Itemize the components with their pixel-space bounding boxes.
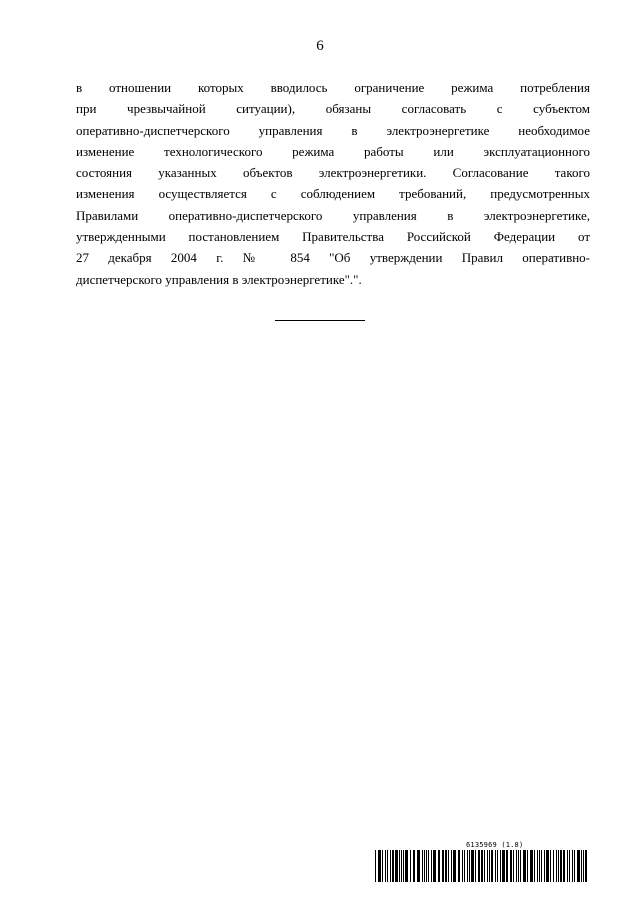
barcode-image (375, 850, 589, 882)
text-line: при чрезвычайной ситуации), обязаны согласовать с субъектом (76, 101, 590, 117)
text-line: 27 декабря 2004 г. № 854 "Об утверждении Правил оперативно- (76, 250, 590, 266)
text-line: оперативно-диспетчерского управления в электроэнергетике необходимое (76, 122, 590, 138)
text-line: состояния указанных объектов электроэнергетики. Согласование такого (76, 165, 590, 181)
text-line: в отношении которых вводилось ограничение режима потребления (76, 80, 590, 95)
section-separator (275, 320, 365, 321)
page-number: 6 (316, 38, 324, 54)
barcode-caption: 6135969 (1.8) (466, 841, 524, 849)
text-line: диспетчерского управления в электроэнергетике".". (76, 271, 362, 287)
body-paragraph (76, 77, 590, 290)
text-line: Правилами оперативно-диспетчерского управления в электроэнергетике, (76, 207, 590, 223)
text-line: изменения осуществляется с соблюдением требований, предусмотренных (76, 186, 590, 202)
text-line: изменение технологического режима работы или эксплуатационного (76, 143, 590, 159)
text-line: утвержденными постановлением Правительства Российской Федерации от (76, 229, 590, 245)
